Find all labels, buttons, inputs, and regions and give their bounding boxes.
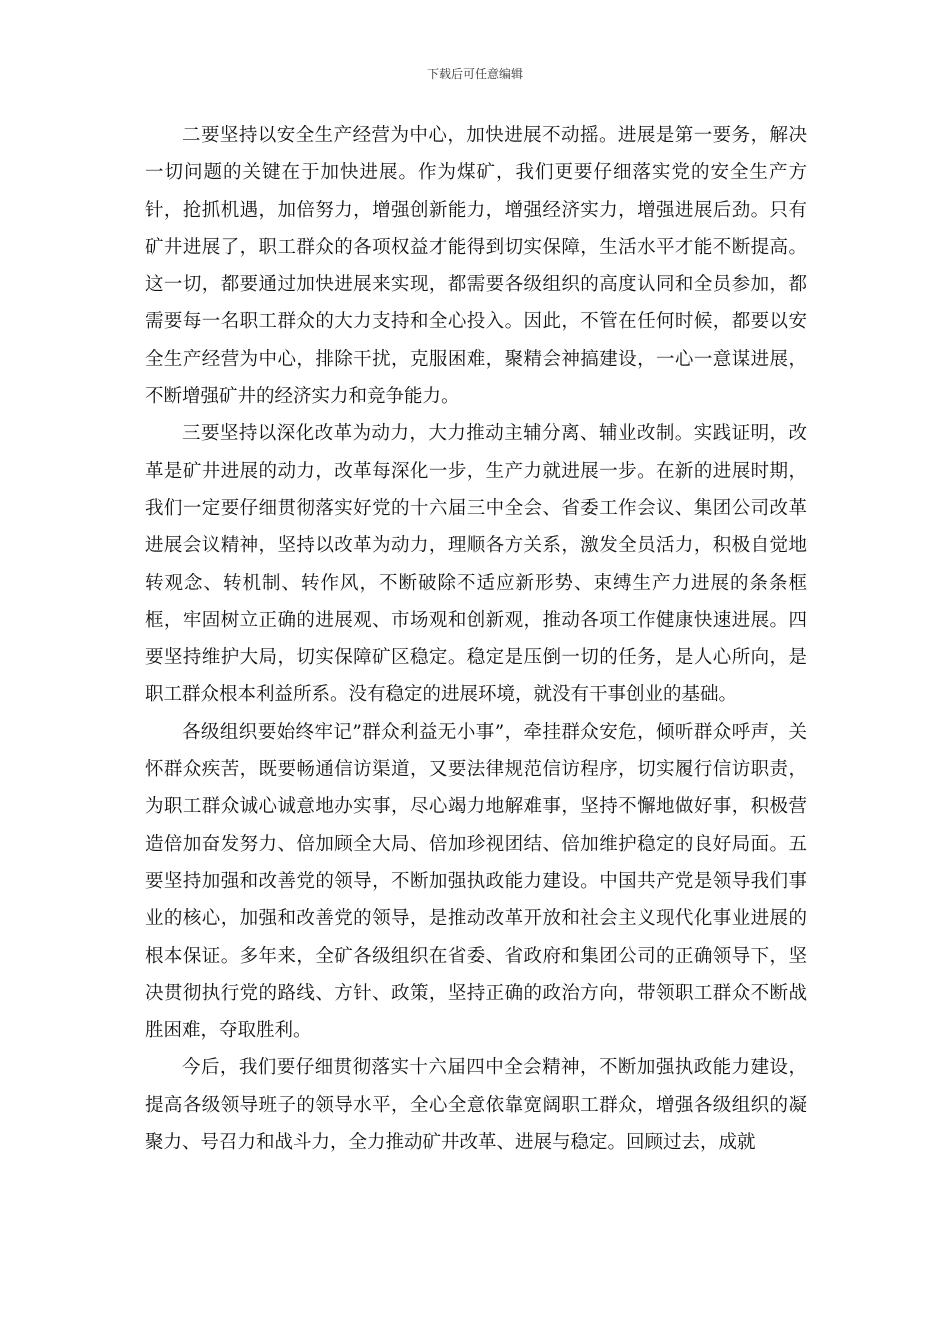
- page-header: 下载后可任意编辑: [426, 67, 523, 81]
- paragraph-2: 三要坚持以深化改革为动力，大力推动主辅分离、辅业改制。实践证明，改革是矿井进展的动力，改革每深化一步，生产力就进展一步。在新的进展时期，我们一定要仔细贯彻落实好党的十六届三中全会、省委工作会议、集团公司改革进展会议精神，坚持以改革为动力，理顺各方关系，激发全员活力，积极自觉地转观念、转机制、转作风，不断破除不适应新形势、束缚生产力进展的条条框框，牢固树立正确的进展观、市场观和创新观，推动各项工作健康快速进展。四要坚持维护大局，切实保障矿区稳定。稳定是压倒一切的任务，是人心所向，是职工群众根本利益所系。没有稳定的进展环境，就没有干事创业的基础。: [145, 423, 807, 706]
- paragraph-4: 今后，我们要仔细贯彻落实十六届四中全会精神，不断加强执政能力建设，提高各级领导班子的领导水平，全心全意依靠宽阔职工群众，增强各级组织的凝聚力、号召力和战斗力，全力推动矿井改革、进展与稳定。回顾过去，成就: [145, 1057, 807, 1154]
- paragraph-1: 二要坚持以安全生产经营为中心，加快进展不动摇。进展是第一要务，解决一切问题的关键在于加快进展。作为煤矿，我们更要仔细落实党的安全生产方针，抢抓机遇，加倍努力，增强创新能力，增强经济实力，增强进展后劲。只有矿井进展了，职工群众的各项权益才能得到切实保障，生活水平才能不断提高。这一切，都要通过加快进展来实现，都需要各级组织的高度认同和全员参加，都需要每一名职工群众的大力支持和全心投入。因此，不管在任何时候，都要以安全生产经营为中心，排除干扰，克服困难，聚精会神搞建设，一心一意谋进展，不断增强矿井的经济实力和竞争能力。: [145, 125, 807, 408]
- paragraph-3: 各级组织要始终牢记”群众利益无小事”，牵挂群众安危，倾听群众呼声，关怀群众疾苦，既要畅通信访渠道，又要法律规范信访程序，切实履行信访职责，为职工群众诚心诚意地办实事，尽心竭力地解难事，坚持不懈地做好事，积极营造倍加奋发努力、倍加顾全大局、倍加珍视团结、倍加维护稳定的良好局面。五要坚持加强和改善党的领导，不断加强执政能力建设。中国共产党是领导我们事业的核心，加强和改善党的领导，是推动改革开放和社会主义现代化事业进展的根本保证。多年来，全矿各级组织在省委、省政府和集团公司的正确领导下，坚决贯彻执行党的路线、方针、政策，坚持正确的政治方向，带领职工群众不断战胜困难，夺取胜利。: [145, 721, 807, 1042]
- document-body: [145, 117, 807, 1161]
